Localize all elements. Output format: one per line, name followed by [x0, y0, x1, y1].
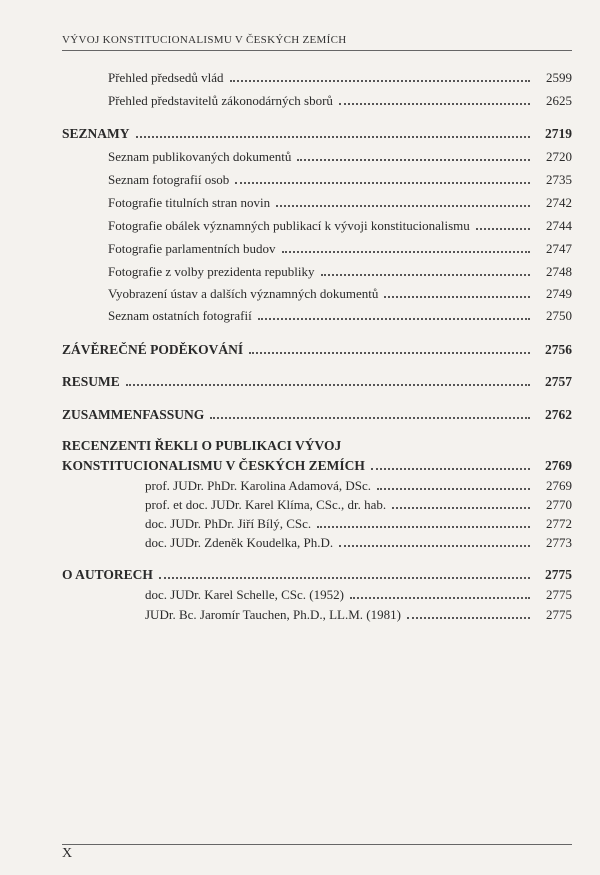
leader-dots: [476, 228, 530, 230]
leader-dots: [339, 103, 530, 105]
toc-entry[interactable]: [145, 516, 572, 532]
toc-entry-page: 2599: [546, 70, 572, 85]
toc-entry-page: 2720: [546, 149, 572, 164]
toc-entry-title: Fotografie obálek významných publikací k vývoji konstitucionalismu: [108, 218, 470, 233]
toc-section-title: SEZNAMY: [62, 126, 130, 141]
toc-entry-title: Fotografie parlamentních budov: [108, 241, 276, 256]
leader-dots: [350, 597, 530, 599]
toc-entry[interactable]: [145, 497, 572, 513]
toc-section-title: ZUSAMMENFASSUNG: [62, 407, 205, 422]
toc-entry-title: JUDr. Bc. Jaromír Tauchen, Ph.D., LL.M. (1981): [145, 607, 401, 622]
toc-entry-title: Fotografie titulních stran novin: [108, 195, 271, 210]
toc-entry-page: 2744: [546, 218, 572, 233]
toc-entry[interactable]: [108, 149, 572, 165]
toc-entry-title: doc. JUDr. Karel Schelle, CSc. (1952): [145, 587, 344, 602]
leader-dots: [276, 205, 530, 207]
leader-dots: [282, 251, 530, 253]
leader-dots: [126, 384, 530, 386]
leader-dots: [210, 417, 530, 419]
toc-section-resume[interactable]: [62, 374, 572, 390]
toc-entry-page: 2742: [546, 195, 572, 210]
toc-section-recenzenti[interactable]: [62, 458, 572, 474]
leader-dots: [384, 296, 530, 298]
toc-section-page: 2756: [545, 342, 572, 357]
toc-entry[interactable]: [145, 478, 572, 494]
toc-section-page: 2757: [545, 374, 572, 389]
header-rule: [62, 50, 572, 51]
toc-entry-page: 2773: [546, 535, 572, 550]
toc-section-title: ZÁVĚREČNÉ PODĚKOVÁNÍ: [62, 342, 244, 357]
toc-entry-page: 2735: [546, 172, 572, 187]
toc-entry-title: Fotografie z volby prezidenta republiky: [108, 264, 315, 279]
toc-entry[interactable]: [108, 241, 572, 257]
toc-section-recenzenti-line1[interactable]: RECENZENTI ŘEKLI O PUBLIKACI VÝVOJ: [62, 438, 342, 453]
toc-entry-page: 2748: [546, 264, 572, 279]
leader-dots: [392, 507, 530, 509]
leader-dots: [371, 468, 530, 470]
toc-section-page: 2762: [545, 407, 572, 422]
toc-entry[interactable]: [108, 70, 572, 86]
toc-entry-title: prof. JUDr. PhDr. Karolina Adamová, DSc.: [145, 478, 372, 493]
toc-section-seznamy[interactable]: [62, 126, 572, 142]
toc-entry[interactable]: [108, 218, 572, 234]
footer-rule: [62, 844, 572, 845]
toc-entry-title: prof. et doc. JUDr. Karel Klíma, CSc., dr. hab.: [145, 497, 387, 512]
toc-section-title: KONSTITUCIONALISMU V ČESKÝCH ZEMÍCH: [62, 458, 365, 473]
toc-entry-title: Seznam ostatních fotografií: [108, 308, 252, 323]
leader-dots: [230, 80, 530, 82]
toc-entry-title: Přehled předsedů vlád: [108, 70, 224, 85]
toc-section-page: 2769: [545, 458, 572, 473]
toc-entry-title: Seznam fotografií osob: [108, 172, 230, 187]
toc-entry-page: 2775: [546, 587, 572, 602]
toc-section-podekovani[interactable]: [62, 342, 572, 358]
toc-entry[interactable]: [108, 286, 572, 302]
toc-entry-page: 2775: [546, 607, 572, 622]
leader-dots: [377, 488, 530, 490]
leader-dots: [258, 318, 530, 320]
toc-entry[interactable]: [145, 607, 572, 623]
toc-entry[interactable]: [108, 195, 572, 211]
leader-dots: [317, 526, 530, 528]
toc-entry-title: Přehled představitelů zákonodárných sborů: [108, 93, 333, 108]
leader-dots: [321, 274, 531, 276]
toc-entry-title: doc. JUDr. PhDr. Jiří Bílý, CSc.: [145, 516, 312, 531]
toc-entry-page: 2749: [546, 286, 572, 301]
toc-entry[interactable]: [108, 308, 572, 324]
toc-entry[interactable]: [145, 587, 572, 603]
toc-entry[interactable]: [108, 93, 572, 109]
toc-section-autorech[interactable]: [62, 567, 572, 583]
toc-entry[interactable]: [145, 535, 572, 551]
toc-section-zusammenfassung[interactable]: [62, 407, 572, 423]
page-number: X: [62, 846, 73, 861]
toc-entry-page: 2750: [546, 308, 572, 323]
toc-entry-title: doc. JUDr. Zdeněk Koudelka, Ph.D.: [145, 535, 334, 550]
leader-dots: [339, 545, 530, 547]
toc-section-title: O AUTORECH: [62, 567, 153, 582]
toc-section-title: RESUME: [62, 374, 120, 389]
leader-dots: [407, 617, 530, 619]
leader-dots: [297, 159, 530, 161]
toc-entry[interactable]: [108, 264, 572, 280]
leader-dots: [249, 352, 530, 354]
running-header: VÝVOJ KONSTITUCIONALISMU V ČESKÝCH ZEMÍCH: [62, 34, 347, 46]
leader-dots: [235, 182, 530, 184]
toc-entry-title: Seznam publikovaných dokumentů: [108, 149, 292, 164]
toc-entry-page: 2747: [546, 241, 572, 256]
toc-entry[interactable]: [108, 172, 572, 188]
toc-entry-title: Vyobrazení ústav a dalších významných dokumentů: [108, 286, 379, 301]
toc-entry-page: 2769: [546, 478, 572, 493]
leader-dots: [136, 136, 530, 138]
toc-section-page: 2719: [545, 126, 572, 141]
toc-entry-page: 2770: [546, 497, 572, 512]
toc-section-page: 2775: [545, 567, 572, 582]
leader-dots: [159, 577, 530, 579]
toc-entry-page: 2625: [546, 93, 572, 108]
toc-entry-page: 2772: [546, 516, 572, 531]
